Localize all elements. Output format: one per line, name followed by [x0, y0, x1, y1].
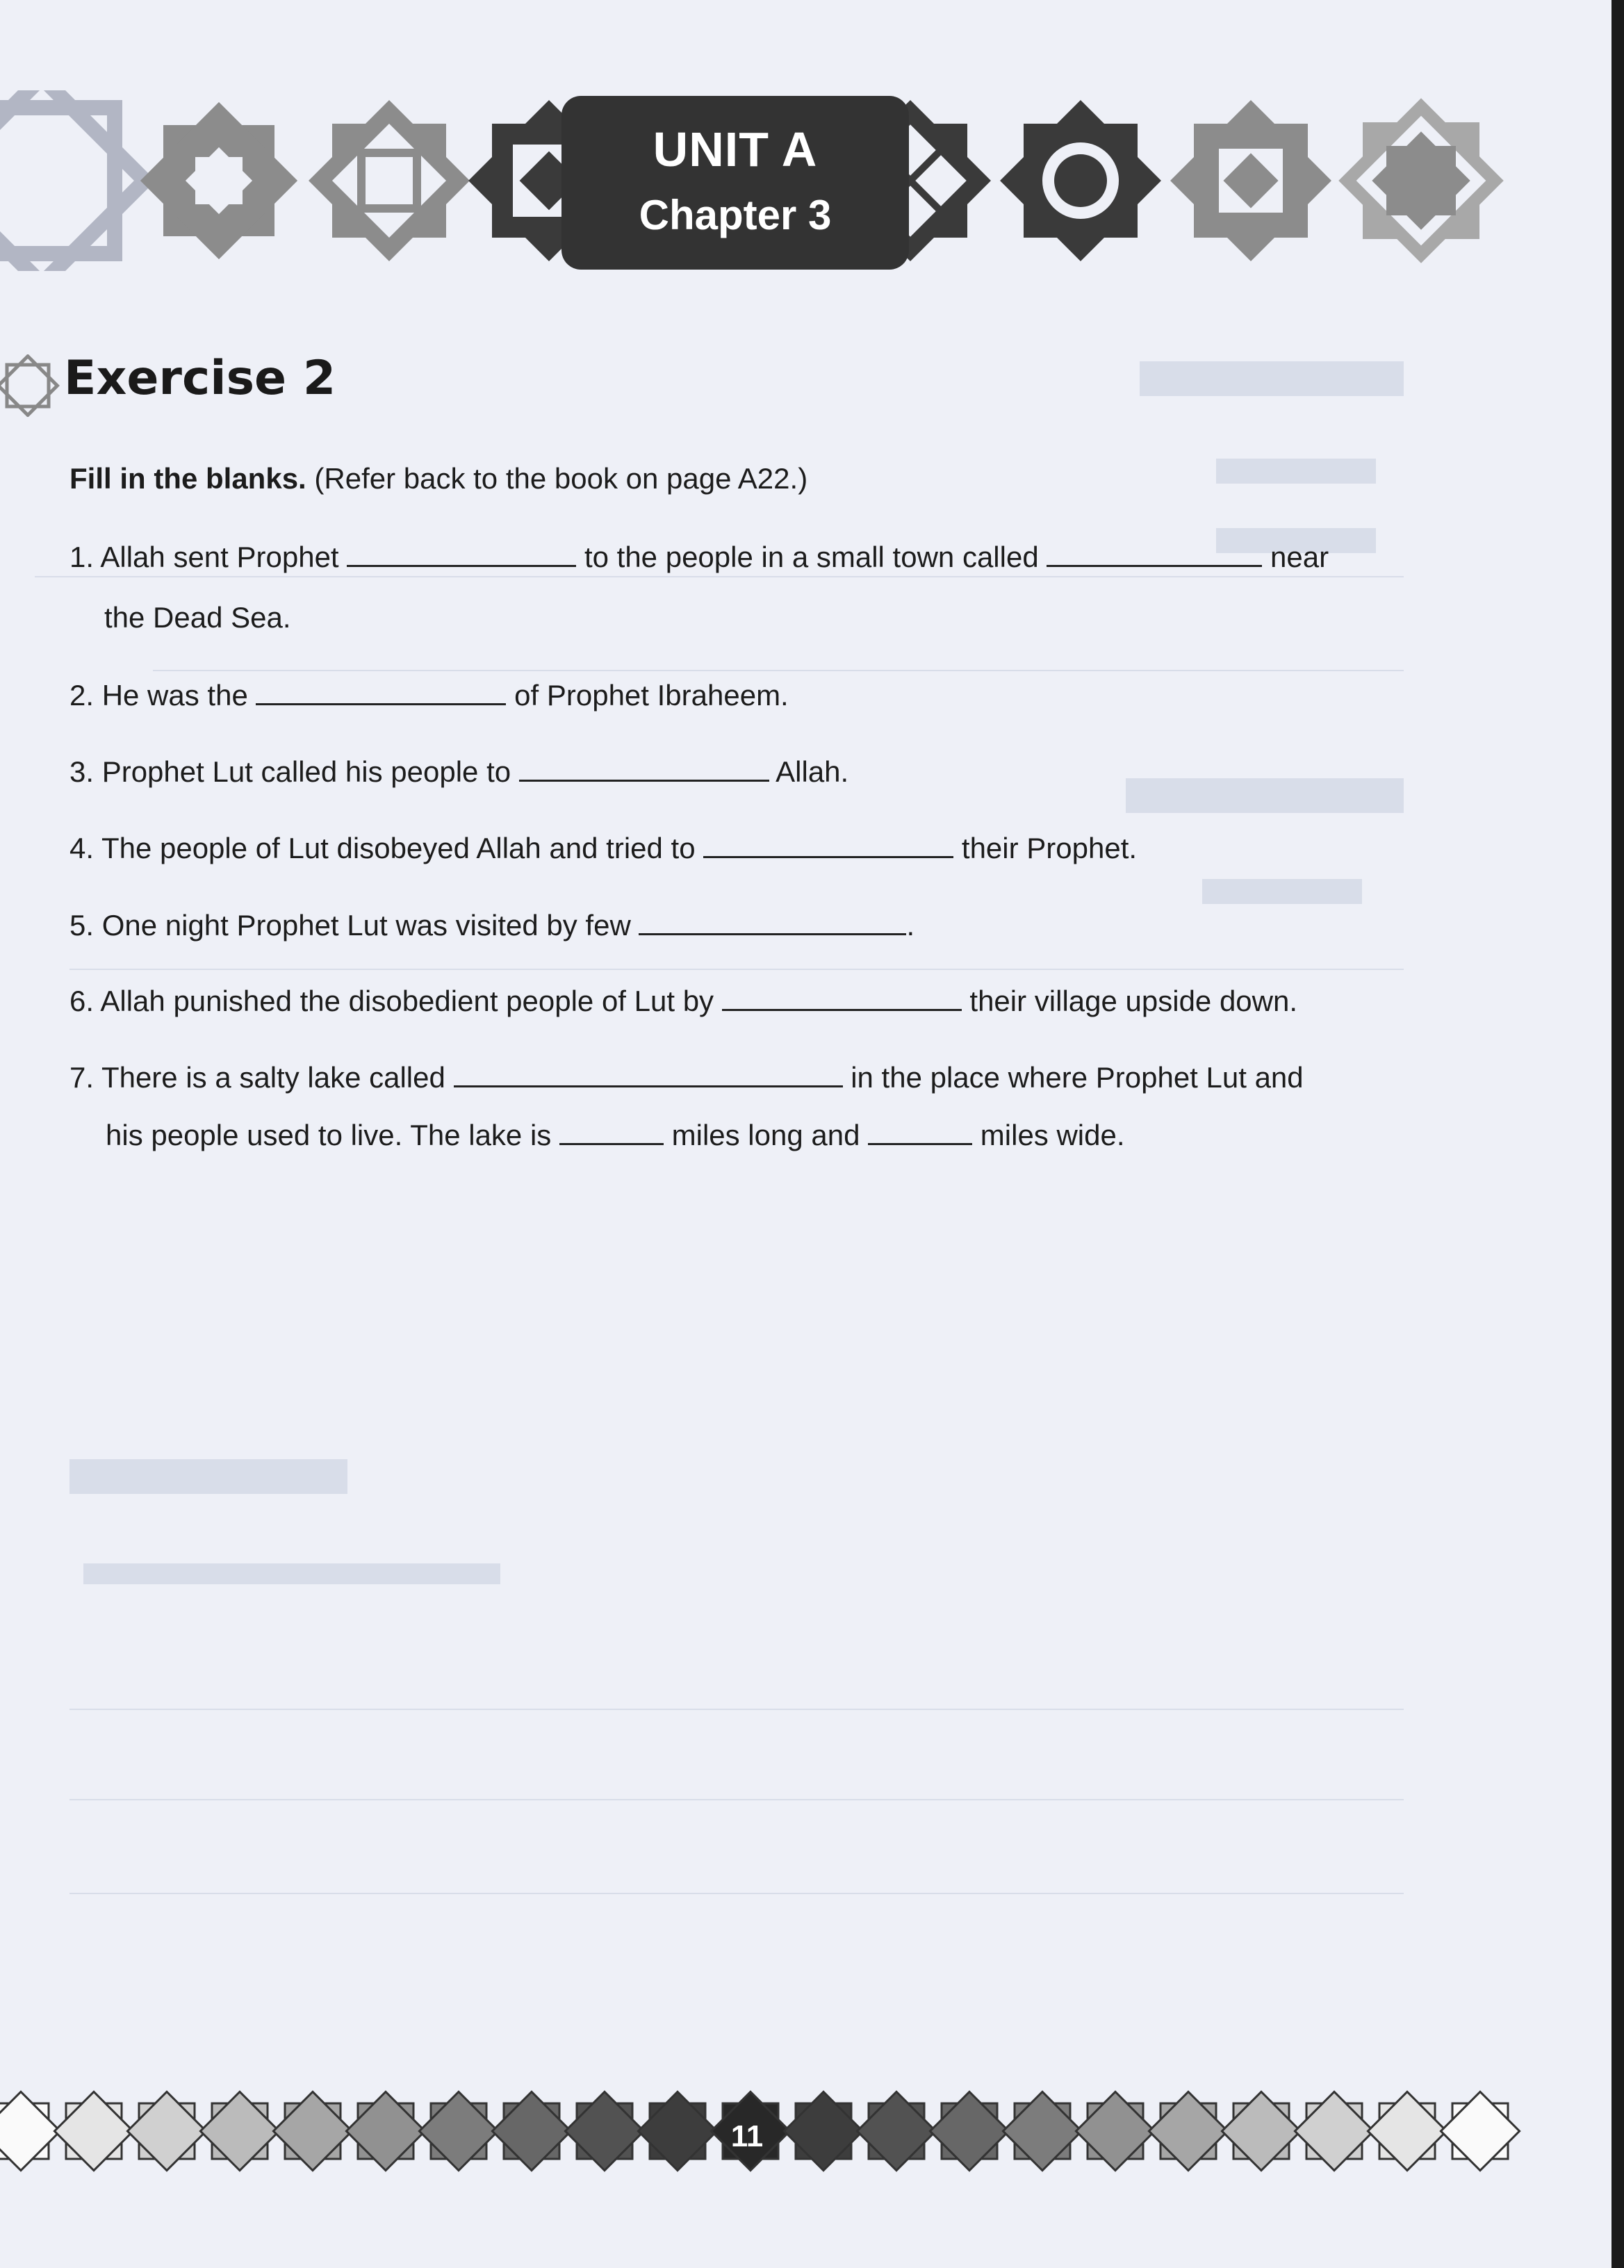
- question-text: 5. One night Prophet Lut was visited by few: [69, 909, 631, 942]
- footer-star: [857, 2092, 935, 2170]
- question-text: 6. Allah punished the disobedient people of Lut by: [69, 985, 714, 1017]
- question-text: his people used to live. The lake is: [106, 1119, 552, 1151]
- page-number: 11: [730, 2119, 764, 2153]
- footer-star: [930, 2092, 1008, 2170]
- star-bullet-icon: [0, 354, 63, 417]
- question-5: [69, 909, 914, 942]
- star-ornament: [0, 90, 145, 271]
- instruction: [69, 462, 807, 495]
- question-text: 1. Allah sent Prophet: [69, 541, 339, 573]
- star-ornament: [1338, 98, 1504, 263]
- footer-star: [1441, 2092, 1519, 2170]
- question-text: Allah.: [776, 755, 849, 788]
- answer-blank[interactable]: [722, 985, 962, 1011]
- question-2: [69, 679, 789, 712]
- question-text: 4. The people of Lut disobeyed Allah and tried to: [69, 832, 696, 864]
- star-ornament: [140, 102, 297, 259]
- footer-star: [784, 2092, 862, 2170]
- footer-star: [492, 2092, 571, 2170]
- footer-star: [1149, 2092, 1227, 2170]
- answer-blank[interactable]: [519, 756, 769, 782]
- question-6: [69, 985, 1297, 1018]
- answer-blank[interactable]: [559, 1119, 664, 1145]
- question-text: 2. He was the: [69, 679, 248, 712]
- answer-blank[interactable]: [1047, 541, 1262, 567]
- chapter-label: Chapter 3: [639, 192, 832, 238]
- answer-blank[interactable]: [347, 541, 576, 567]
- unit-label: UNIT A: [653, 122, 818, 176]
- question-text: miles long and: [671, 1119, 860, 1151]
- footer-star: [565, 2092, 643, 2170]
- question-text: 3. Prophet Lut called his people to: [69, 755, 511, 788]
- question-text: miles wide.: [980, 1119, 1125, 1151]
- question-3: [69, 755, 848, 789]
- question-text: in the place where Prophet Lut and: [851, 1061, 1304, 1094]
- question-text: to the people in a small town called: [584, 541, 1039, 573]
- answer-blank[interactable]: [868, 1119, 972, 1145]
- question-7-continued: [106, 1119, 1125, 1152]
- question-4: [69, 832, 1137, 865]
- star-ornament: [1170, 100, 1331, 261]
- answer-blank[interactable]: [639, 910, 906, 935]
- footer-star: [1222, 2092, 1300, 2170]
- answer-blank[interactable]: [454, 1062, 843, 1087]
- question-text: .: [906, 909, 915, 942]
- answer-blank[interactable]: [703, 832, 953, 858]
- question-text: their Prophet.: [961, 832, 1138, 864]
- footer-star: [1076, 2092, 1154, 2170]
- footer-star: [346, 2092, 425, 2170]
- footer-star: [127, 2092, 206, 2170]
- question-text: near: [1270, 541, 1329, 573]
- question-1-continued: the Dead Sea.: [104, 601, 291, 634]
- instruction-rest: (Refer back to the book on page A22.): [306, 462, 808, 495]
- question-7: [69, 1061, 1304, 1094]
- page-edge: [1611, 0, 1624, 2268]
- footer-star: [638, 2092, 716, 2170]
- footer-star: [273, 2092, 352, 2170]
- question-text: their village upside down.: [969, 985, 1298, 1017]
- star-ornament: [309, 100, 470, 261]
- footer-star: [0, 2092, 60, 2170]
- question-text: 7. There is a salty lake called: [69, 1061, 445, 1094]
- footer-star: [200, 2092, 279, 2170]
- footer-star: [1295, 2092, 1373, 2170]
- instruction-bold: Fill in the blanks.: [69, 462, 306, 495]
- footer-star: [1003, 2092, 1081, 2170]
- footer-star: [1368, 2092, 1446, 2170]
- footer-star: [54, 2092, 133, 2170]
- star-ornament: [1000, 100, 1161, 261]
- question-1: [69, 541, 1329, 574]
- exercise-title: Exercise 2: [64, 351, 336, 406]
- answer-blank[interactable]: [256, 680, 506, 705]
- footer-star: [419, 2092, 498, 2170]
- question-text: of Prophet Ibraheem.: [514, 679, 789, 712]
